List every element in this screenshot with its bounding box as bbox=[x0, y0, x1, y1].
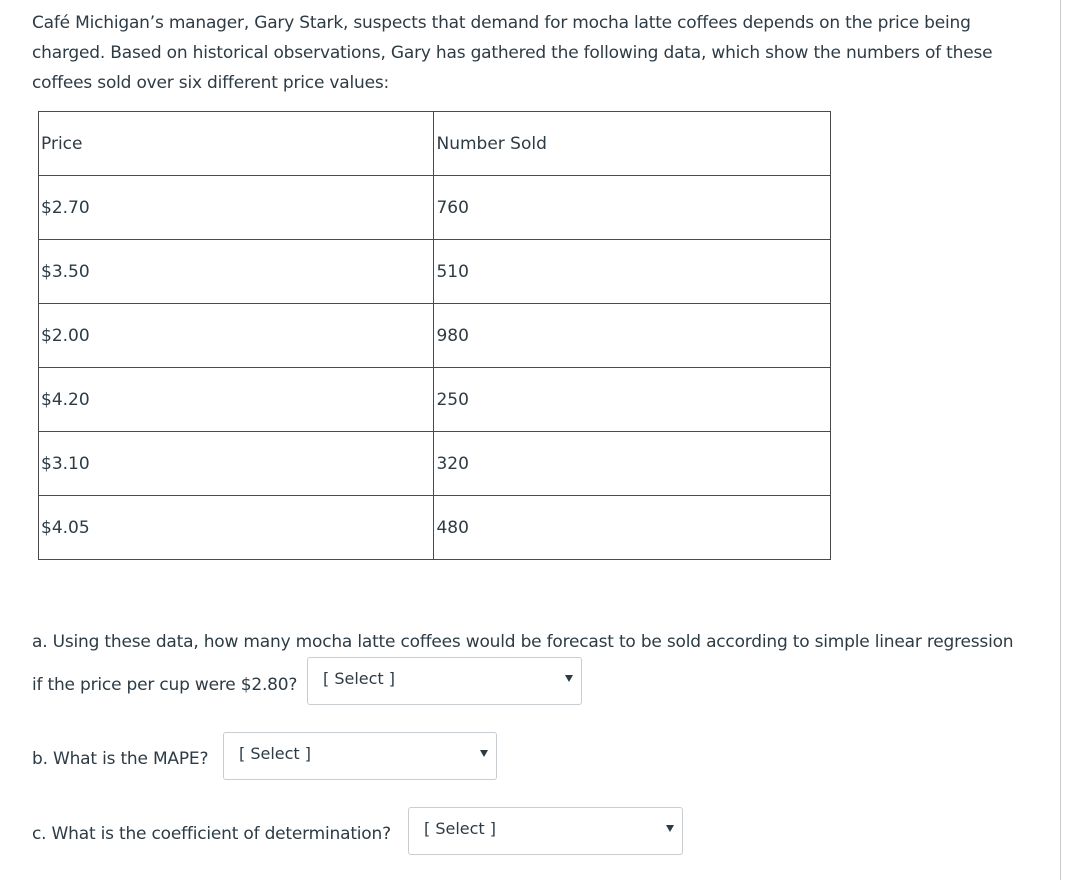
table-row bbox=[39, 176, 831, 240]
table-row bbox=[39, 432, 831, 496]
question-c-select-value: [ Select ] bbox=[424, 819, 497, 838]
question-b-select[interactable] bbox=[223, 732, 497, 780]
question-intro: Café Michigan’s manager, Gary Stark, suspects that demand for mocha latte coffees depends on the price being charged. Based on historical observations, Gary has gathered the following data, which show the numbers of these coffees sold over six different price values: bbox=[32, 13, 993, 93]
question-a-line1: a. Using these data, how many mocha latte coffees would be forecast to be sold according to simple linear regression bbox=[32, 632, 1014, 652]
number-sold-cell: 510 bbox=[434, 240, 831, 304]
number-sold-cell: 480 bbox=[434, 496, 831, 560]
chevron-down-icon bbox=[565, 675, 573, 682]
question-a-select-value: [ Select ] bbox=[323, 669, 396, 688]
chevron-down-icon bbox=[666, 825, 674, 832]
question-c-select[interactable] bbox=[408, 807, 683, 855]
price-cell: $4.05 bbox=[39, 496, 434, 560]
table-row bbox=[39, 240, 831, 304]
question-b-text: b. What is the MAPE? bbox=[32, 749, 209, 769]
table-row bbox=[39, 496, 831, 560]
number-sold-cell: 760 bbox=[434, 176, 831, 240]
table-row bbox=[39, 368, 831, 432]
price-cell: $3.50 bbox=[39, 240, 434, 304]
chevron-down-icon bbox=[480, 750, 488, 757]
number-sold-cell: 980 bbox=[434, 304, 831, 368]
table-row bbox=[39, 304, 831, 368]
number-sold-cell: 250 bbox=[434, 368, 831, 432]
header-price: Price bbox=[39, 112, 434, 176]
number-sold-cell: 320 bbox=[434, 432, 831, 496]
question-b-select-value: [ Select ] bbox=[239, 744, 312, 763]
price-cell: $2.00 bbox=[39, 304, 434, 368]
table-header-row bbox=[39, 112, 831, 176]
price-cell: $4.20 bbox=[39, 368, 434, 432]
header-number-sold: Number Sold bbox=[434, 112, 831, 176]
question-c-text: c. What is the coefficient of determination? bbox=[32, 824, 391, 844]
question-a-select[interactable] bbox=[307, 657, 582, 705]
price-cell: $3.10 bbox=[39, 432, 434, 496]
question-a-line2: if the price per cup were $2.80? bbox=[32, 675, 298, 695]
price-table bbox=[38, 111, 831, 560]
price-cell: $2.70 bbox=[39, 176, 434, 240]
